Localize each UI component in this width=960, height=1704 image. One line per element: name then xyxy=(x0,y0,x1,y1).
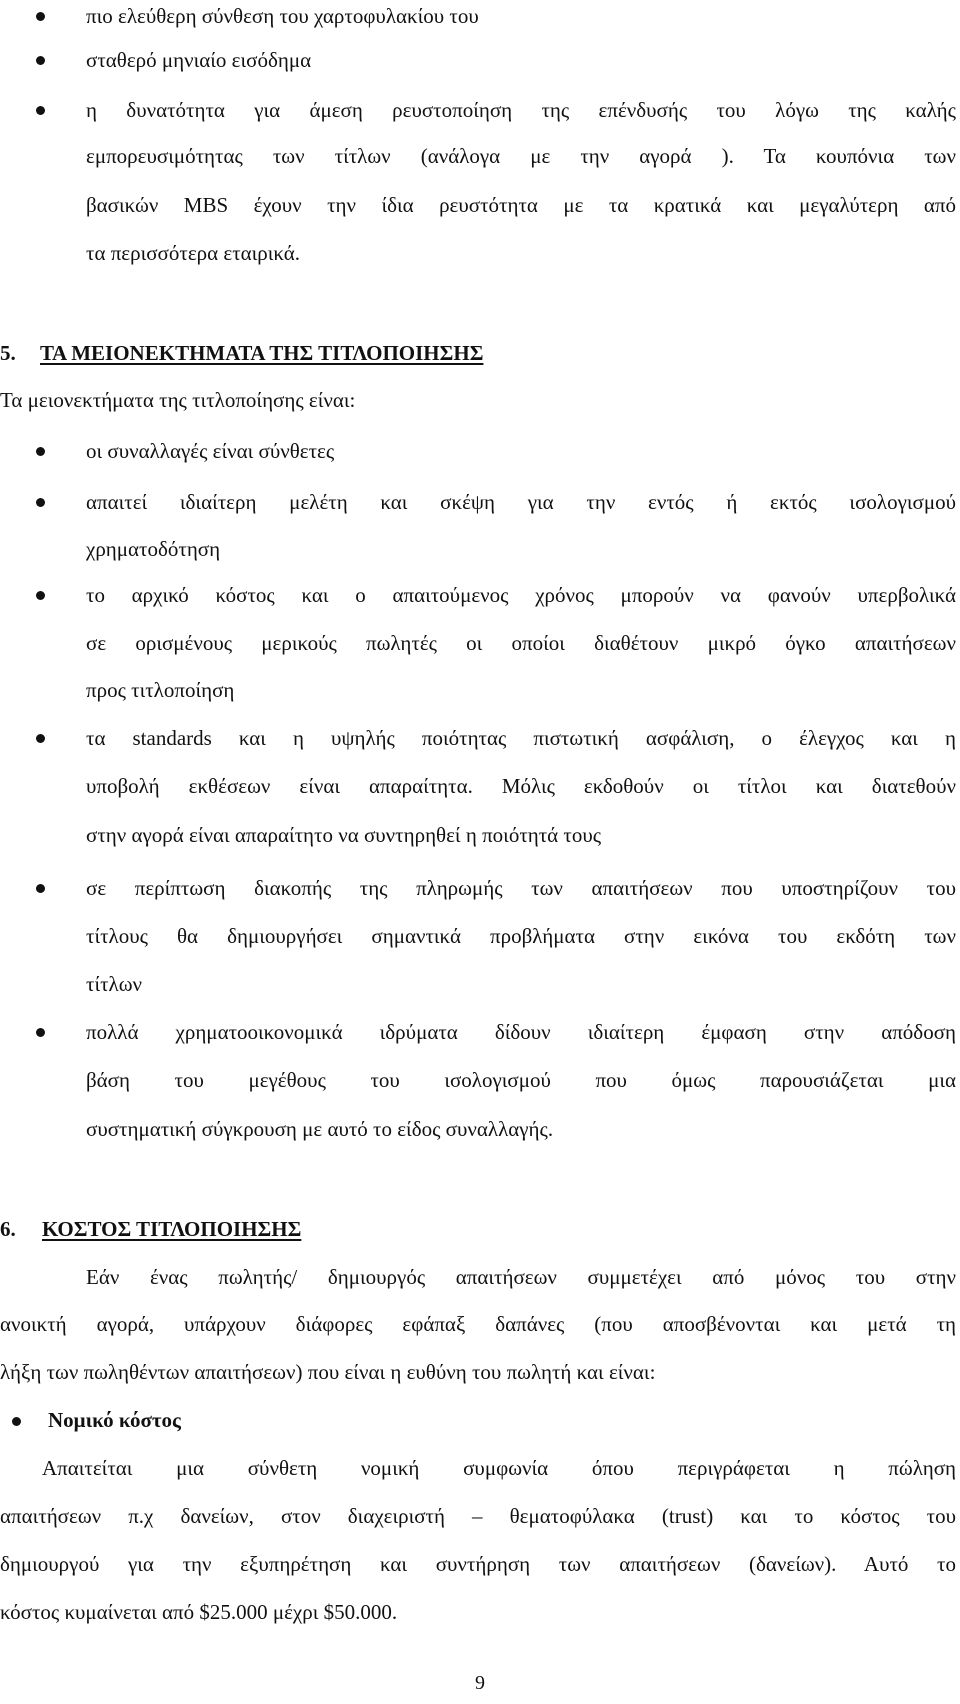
list-item-line: βασικών MBS έχουν την ίδια ρευστότητα με τα κρατικά και μεγαλύτερη από xyxy=(86,193,956,217)
section-number: 6. xyxy=(0,1217,16,1241)
list-item-line: βάση του μεγέθους του ισολογισμού που όμως παρουσιάζεται μια xyxy=(86,1068,956,1092)
list-item-line: τα περισσότερα εταιρικά. xyxy=(86,241,301,265)
list-item-line: τίτλων xyxy=(86,972,143,996)
bullet-icon xyxy=(36,591,45,600)
paragraph-line: Εάν ένας πωλητής/ δημιουργός απαιτήσεων συμμετέχει από μόνος του στην xyxy=(86,1265,956,1289)
list-item-line: απαιτεί ιδιαίτερη μελέτη και σκέψη για την εντός ή εκτός ισολογισμού xyxy=(86,490,956,514)
bullet-icon xyxy=(36,447,45,456)
bullet-icon xyxy=(12,1417,21,1426)
paragraph-line: κόστος κυμαίνεται από $25.000 μέχρι $50.000. xyxy=(0,1600,398,1624)
list-item-line: το αρχικό κόστος και ο απαιτούμενος χρόνος μπορούν να φανούν υπερβολικά xyxy=(86,583,956,607)
list-item-line: συστηματική σύγκρουση με αυτό το είδος συναλλαγής. xyxy=(86,1117,554,1141)
section-number: 5. xyxy=(0,341,16,365)
list-item-line: η δυνατότητα για άμεση ρευστοποίηση της επένδυσής του λόγω της καλής xyxy=(86,98,956,122)
bullet-icon xyxy=(36,106,45,115)
bullet-icon xyxy=(36,1028,45,1037)
list-item: πιο ελεύθερη σύνθεση του χαρτοφυλακίου του xyxy=(86,4,479,28)
list-item-line: σε περίπτωση διακοπής της πληρωμής των απαιτήσεων που υποστηρίζουν του xyxy=(86,876,956,900)
paragraph-line: ανοικτή αγορά, υπάρχουν διάφορες εφάπαξ δαπάνες (που αποσβένονται και μετά τη xyxy=(0,1312,956,1336)
paragraph-line: Απαιτείται μια σύνθετη νομική συμφωνία όπου περιγράφεται η πώληση xyxy=(42,1456,956,1480)
legal-cost-title: Νομικό κόστος xyxy=(48,1408,181,1432)
list-item-line: υποβολή εκθέσεων είναι απαραίτητα. Μόλις εκδοθούν οι τίτλοι και διατεθούν xyxy=(86,774,956,798)
section-heading xyxy=(0,1206,301,1253)
bullet-icon xyxy=(36,12,45,21)
list-item: οι συναλλαγές είναι σύνθετες xyxy=(86,439,335,463)
list-item-line: τίτλους θα δημιουργήσει σημαντικά προβλήματα στην εικόνα του εκδότη των xyxy=(86,924,956,948)
paragraph-line: δημιουργού για την εξυπηρέτηση και συντήρηση των απαιτήσεων (δανείων). Αυτό το xyxy=(0,1552,956,1576)
section-title: ΤΑ ΜΕΙΟΝΕΚΤΗΜΑΤΑ ΤΗΣ ΤΙΤΛΟΠΟΙΗΣΗΣ xyxy=(40,341,484,365)
bullet-icon xyxy=(36,56,45,65)
paragraph-line: λήξη των πωληθέντων απαιτήσεων) που είναι η ευθύνη του πωλητή και είναι: xyxy=(0,1360,656,1384)
bullet-icon xyxy=(36,734,45,743)
page-number: 9 xyxy=(475,1672,485,1694)
list-item-line: χρηματοδότηση xyxy=(86,537,221,561)
list-item-line: εμπορευσιμότητας των τίτλων (ανάλογα με την αγορά ). Τα κουπόνια των xyxy=(86,144,956,168)
bullet-icon xyxy=(36,884,45,893)
list-item-line: στην αγορά είναι απαραίτητο να συντηρηθεί η ποιότητά τους xyxy=(86,823,602,847)
section-intro: Τα μειονεκτήματα της τιτλοποίησης είναι: xyxy=(0,388,356,412)
list-item-line: σε ορισμένους μερικούς πωλητές οι οποίοι διαθέτουν μικρό όγκο απαιτήσεων xyxy=(86,631,956,655)
list-item: σταθερό μηνιαίο εισόδημα xyxy=(86,48,312,72)
list-item-line: προς τιτλοποίηση xyxy=(86,678,235,702)
section-title: ΚΟΣΤΟΣ ΤΙΤΛΟΠΟΙΗΣΗΣ xyxy=(42,1217,302,1241)
section-heading xyxy=(0,330,483,377)
bullet-icon xyxy=(36,498,45,507)
list-item-line: πολλά χρηματοοικονομικά ιδρύματα δίδουν ιδιαίτερη έμφαση στην απόδοση xyxy=(86,1020,956,1044)
list-item-line: τα standards και η υψηλής ποιότητας πιστωτική ασφάλιση, ο έλεγχος και η xyxy=(86,726,956,750)
paragraph-line: απαιτήσεων π.χ δανείων, στον διαχειριστή – θεματοφύλακα (trust) και το κόστος του xyxy=(0,1504,956,1528)
